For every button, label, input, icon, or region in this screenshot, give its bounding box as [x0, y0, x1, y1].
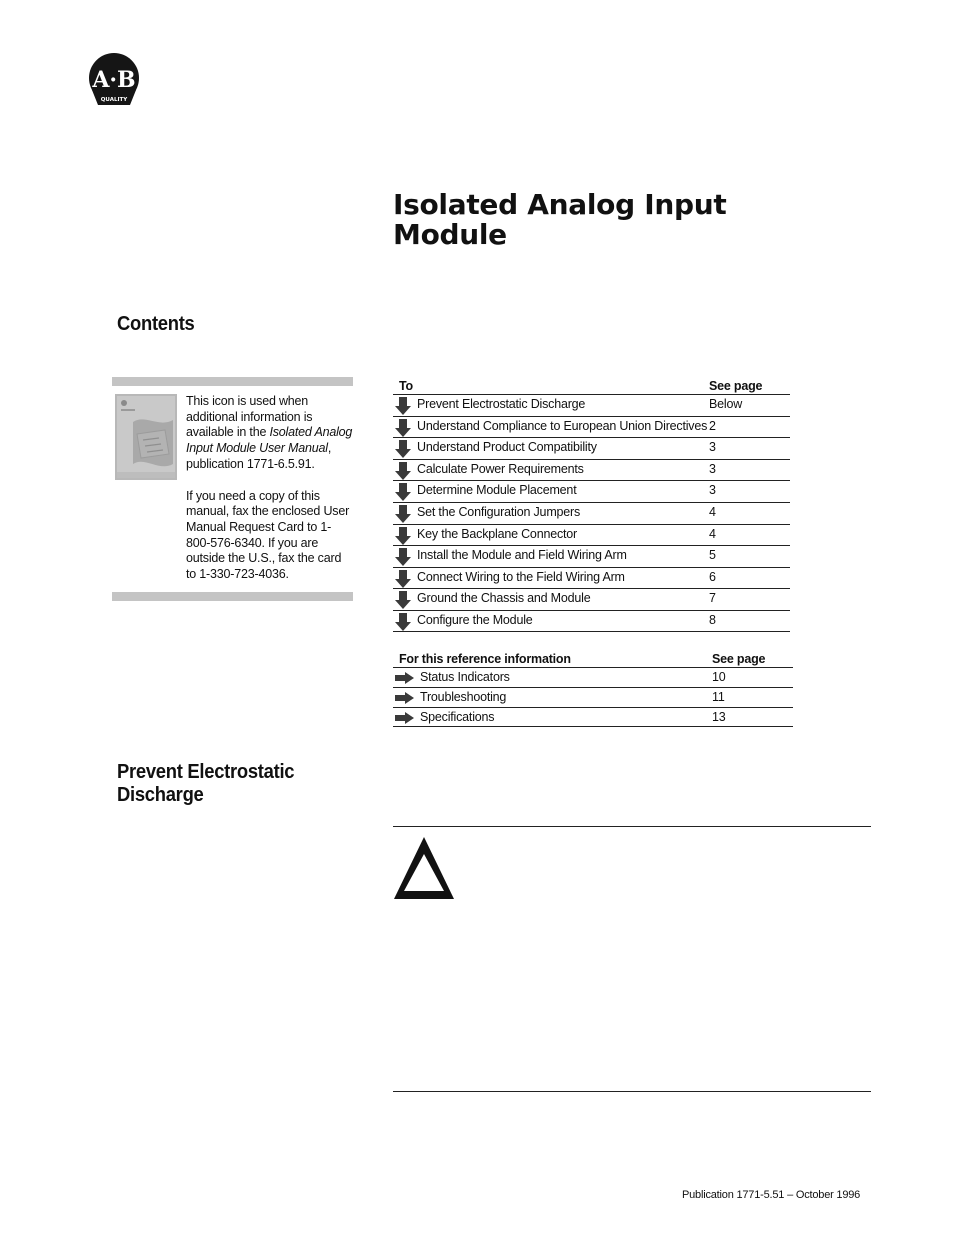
reference-row-page: 13 [712, 710, 726, 724]
task-row [393, 502, 790, 524]
allen-bradley-logo-icon [85, 53, 143, 109]
note-text [186, 394, 354, 599]
note-p1-italic: Isolated Analog Input Module User Manual [186, 425, 353, 456]
task-row-page: 7 [709, 591, 716, 606]
task-row-label: Understand Compliance to European Union Directives [417, 418, 708, 433]
task-row-label: Understand Product Compatibility [417, 440, 597, 455]
references-rows [393, 667, 793, 727]
task-row [393, 545, 790, 567]
task-row [393, 588, 790, 610]
reference-row-page: 11 [712, 690, 725, 704]
reference-row-page: 10 [712, 670, 726, 684]
note-p1-before: This icon is used when additional information is available in the [186, 394, 313, 440]
tasks-rows [393, 394, 790, 632]
reference-row-label: Status Indicators [420, 670, 510, 684]
task-row-page: 3 [709, 461, 716, 476]
right-arrow-icon [395, 692, 414, 707]
right-arrow-icon [395, 672, 414, 687]
task-row [393, 524, 790, 546]
task-row-label: Configure the Module [417, 612, 533, 627]
page-title [393, 190, 873, 250]
task-row [393, 567, 790, 589]
logo-mark: A·B [92, 67, 136, 93]
tasks-table [393, 378, 790, 632]
task-row [393, 394, 790, 416]
note-paragraph-2: If you need a copy of this manual, fax the enclosed User Manual Request Card to 1-800-576-6340. If you are outside the U.S., fax the card to 1-330-723-4036. [186, 488, 350, 582]
note-paragraph-1 [186, 394, 354, 473]
references-table [393, 651, 793, 727]
task-row-label: Install the Module and Field Wiring Arm [417, 548, 627, 563]
task-row-label: Key the Backplane Connector [417, 526, 577, 541]
reference-row-label: Specifications [420, 710, 495, 724]
task-row-label: Set the Configuration Jumpers [417, 504, 581, 519]
user-manual-icon [115, 394, 177, 480]
references-header-info: For this reference information [399, 652, 571, 666]
attention-bottom-rule [393, 1091, 871, 1092]
reference-row [393, 707, 793, 727]
task-row [393, 610, 790, 632]
task-row-label: Determine Module Placement [417, 483, 577, 498]
task-row-page: 3 [709, 483, 716, 498]
logo-badge: QUALITY [100, 97, 128, 103]
warning-triangle-icon [391, 834, 457, 902]
page-title-line-2: Module [393, 218, 507, 251]
task-row-page: 8 [709, 612, 716, 627]
task-row-page: Below [709, 397, 743, 411]
note-top-bar [112, 377, 353, 386]
task-row-page: 4 [709, 526, 716, 541]
task-row [393, 459, 790, 481]
task-row-page: 2 [709, 418, 716, 433]
down-arrow-icon [395, 613, 411, 634]
reference-row-label: Troubleshooting [420, 690, 507, 704]
reference-row [393, 687, 793, 707]
tasks-table-header [393, 378, 790, 394]
attention-top-rule [393, 826, 871, 827]
task-row-label: Calculate Power Requirements [417, 461, 584, 476]
task-row-label: Prevent Electrostatic Discharge [417, 397, 586, 411]
esd-heading-line-1: Prevent Electrostatic [117, 761, 295, 783]
task-row [393, 416, 790, 438]
task-row [393, 480, 790, 502]
references-header-page: See page [712, 652, 766, 666]
task-row [393, 437, 790, 459]
task-row-label: Connect Wiring to the Field Wiring Arm [417, 569, 625, 584]
note-p1-after: , publication 1771-6.5.91. [186, 441, 332, 471]
esd-heading [117, 761, 356, 807]
esd-heading-line-2: Discharge [117, 784, 204, 806]
publication-footer: Publication 1771-5.51 – October 1996 [682, 1189, 861, 1201]
contents-heading: Contents [117, 313, 195, 335]
page-title-line-1: Isolated Analog Input [393, 188, 727, 221]
references-table-header [393, 651, 793, 667]
reference-row [393, 667, 793, 687]
tasks-header-to: To [399, 379, 413, 393]
note-bottom-bar [112, 592, 353, 601]
task-row-page: 4 [709, 504, 716, 519]
tasks-header-page: See page [709, 379, 763, 393]
right-arrow-icon [395, 712, 414, 727]
task-row-page: 3 [709, 440, 716, 455]
task-row-page: 5 [709, 548, 716, 563]
task-row-label: Ground the Chassis and Module [417, 591, 591, 606]
task-row-page: 6 [709, 569, 716, 584]
